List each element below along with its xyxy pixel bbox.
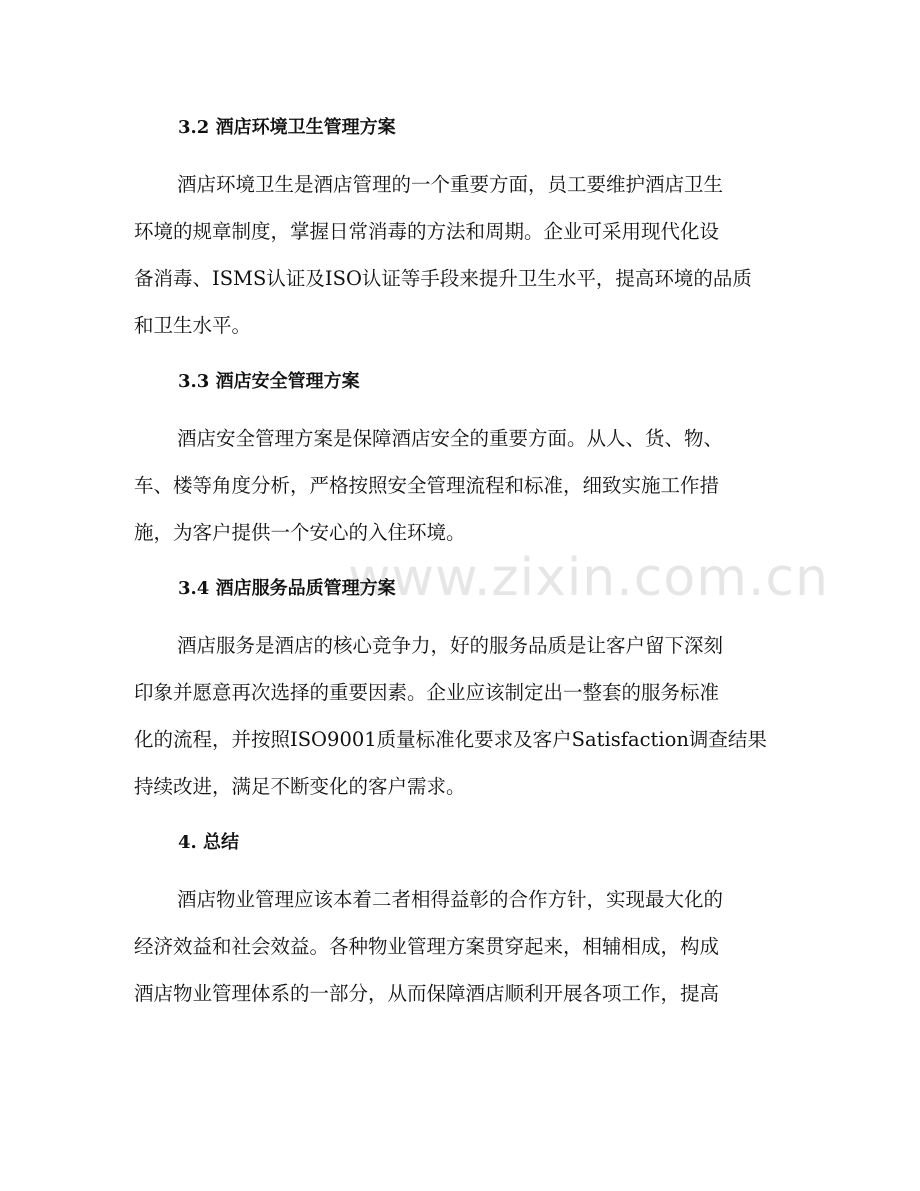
section-paragraph-4	[134, 876, 784, 1017]
paragraph-line: 化的流程，并按照ISO9001质量标准化要求及客户Satisfaction调查结果	[134, 728, 767, 751]
paragraph-line: 持续改进，满足不断变化的客户需求。	[134, 775, 466, 798]
section-paragraph-3-4	[134, 622, 784, 810]
section-paragraph-3-2	[134, 161, 784, 349]
section-paragraph-3-3	[134, 415, 784, 556]
paragraph-line: 酒店物业管理体系的一部分，从而保障酒店顺利开展各项工作，提高	[134, 982, 720, 1005]
watermark: www.zixin.com.cn	[348, 548, 829, 608]
paragraph-line: 车、楼等角度分析，严格按照安全管理流程和标准，细致实施工作措	[134, 474, 720, 497]
paragraph-line: 施，为客户提供一个安心的入住环境。	[134, 521, 466, 544]
section-heading-3-3: 3.3 酒店安全管理方案	[178, 371, 360, 392]
paragraph-line: 和卫生水平。	[134, 314, 252, 337]
section-heading-3-2: 3.2 酒店环境卫生管理方案	[178, 117, 396, 138]
paragraph-line: 酒店服务是酒店的核心竞争力，好的服务品质是让客户留下深刻	[177, 634, 724, 657]
paragraph-line: 备消毒、ISMS认证及ISO认证等手段来提升卫生水平，提高环境的品质	[134, 267, 752, 290]
paragraph-line: 酒店物业管理应该本着二者相得益彰的合作方针，实现最大化的	[177, 888, 724, 911]
paragraph-line: 环境的规章制度，掌握日常消毒的方法和周期。企业可采用现代化设	[134, 220, 720, 243]
section-heading-3-4: 3.4 酒店服务品质管理方案	[178, 578, 396, 599]
section-heading-4: 4. 总结	[178, 832, 240, 853]
paragraph-line: 经济效益和社会效益。各种物业管理方案贯穿起来，相辅相成，构成	[134, 935, 720, 958]
paragraph-line: 酒店安全管理方案是保障酒店安全的重要方面。从人、货、物、	[177, 427, 724, 450]
paragraph-line: 酒店环境卫生是酒店管理的一个重要方面，员工要维护酒店卫生	[177, 173, 724, 196]
paragraph-line: 印象并愿意再次选择的重要因素。企业应该制定出一整套的服务标准	[134, 681, 720, 704]
